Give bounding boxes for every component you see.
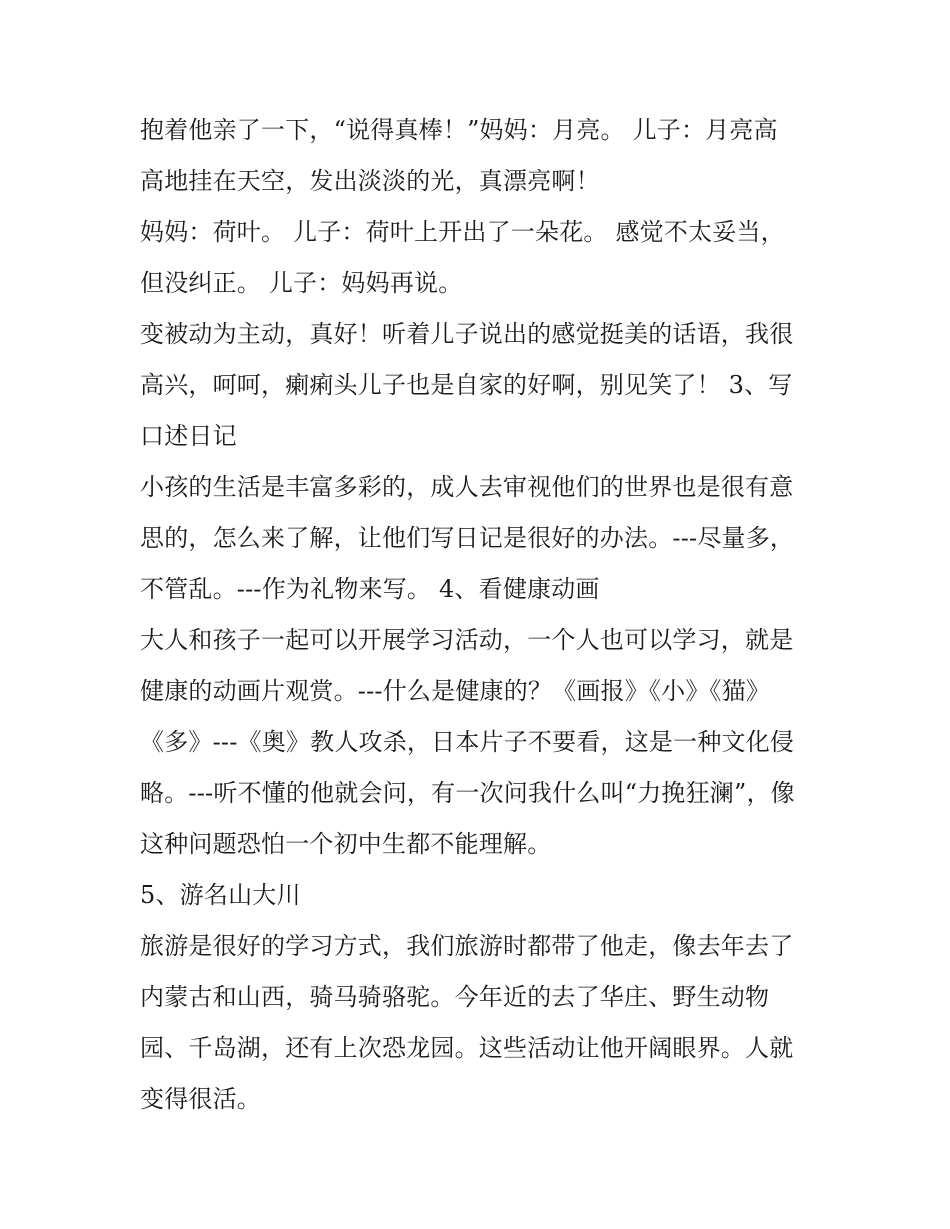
text-line: 小孩的生活是丰富多彩的，成人去审视他们的世界也是很有意 bbox=[140, 473, 794, 501]
text-line: 内蒙古和山西，骑马骑骆驼。今年近的去了华庄、野生动物 bbox=[140, 983, 770, 1011]
text-line: 《多》---《奥》教人攻杀，日本片子不要看，这是一种文化侵 bbox=[140, 728, 795, 756]
text-line: 旅游是很好的学习方式，我们旅游时都带了他走，像去年去了 bbox=[140, 932, 794, 960]
text-line: 口述日记 bbox=[140, 422, 237, 450]
text-line: 变被动为主动，真好！听着儿子说出的感觉挺美的话语，我很 bbox=[140, 320, 794, 348]
text-line: 变得很活。 bbox=[140, 1085, 261, 1113]
section-heading: 5、游名山大川 bbox=[140, 881, 301, 909]
text-line: 但没纠正。 儿子：妈妈再说。 bbox=[140, 269, 463, 297]
text-line: 健康的动画片观赏。---什么是健康的？《画报》《小》《猫》 bbox=[140, 677, 771, 705]
text-line: 高兴，呵呵，瘌痢头儿子也是自家的好啊，别见笑了！ 3、写 bbox=[140, 371, 793, 399]
text-line: 不管乱。---作为礼物来写。 4、看健康动画 bbox=[140, 575, 600, 603]
text-line: 园、千岛湖，还有上次恐龙园。这些活动让他开阔眼界。人就 bbox=[140, 1034, 794, 1062]
text-line: 大人和孩子一起可以开展学习活动，一个人也可以学习，就是 bbox=[140, 626, 794, 654]
text-line: 抱着他亲了一下，“说得真棒！”妈妈：月亮。 儿子：月亮高 bbox=[140, 116, 778, 144]
text-line: 略。---听不懂的他就会问，有一次问我什么叫“力挽狂澜”，像 bbox=[140, 779, 795, 807]
text-line: 这种问题恐怕一个初中生都不能理解。 bbox=[140, 830, 552, 858]
text-line: 思的，怎么来了解，让他们写日记是很好的办法。---尽量多， bbox=[140, 524, 795, 552]
text-line: 高地挂在天空，发出淡淡的光，真漂亮啊！ bbox=[140, 167, 600, 195]
text-line: 妈妈：荷叶。 儿子：荷叶上开出了一朵花。 感觉不太妥当， bbox=[140, 218, 785, 246]
